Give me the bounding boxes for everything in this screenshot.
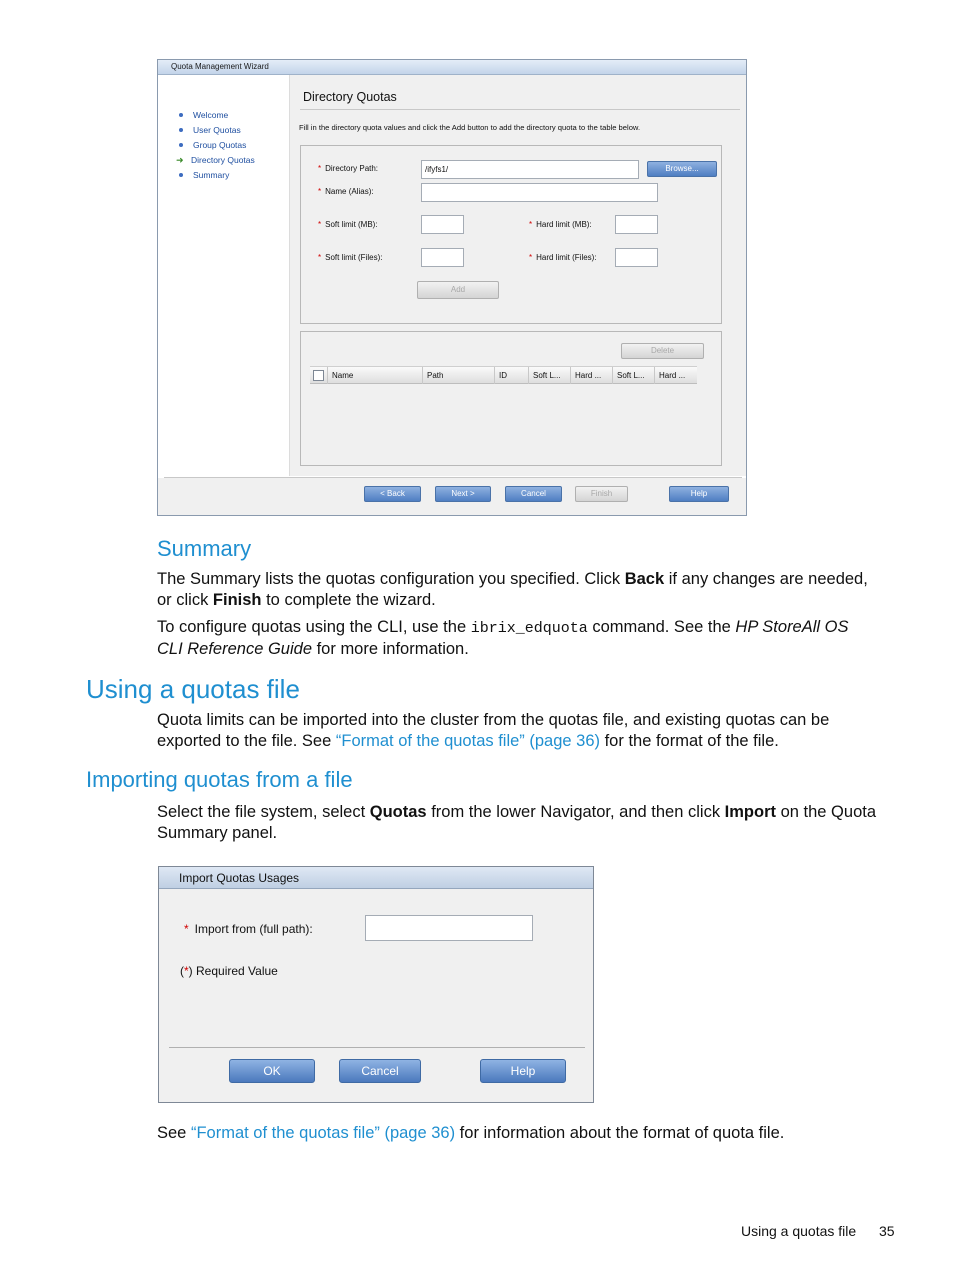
summary-heading: Summary — [157, 536, 252, 561]
importing-quotas-heading: Importing quotas from a file — [86, 767, 353, 792]
page-footer-section: Using a quotas file — [741, 1223, 857, 1239]
ok-button[interactable]: OK — [229, 1059, 315, 1083]
import-quotas-dialog — [158, 866, 594, 1103]
bullet-icon — [179, 143, 183, 147]
soft-limit-mb-label: * Soft limit (MB): — [318, 220, 378, 229]
hard-limit-files-label: * Hard limit (Files): — [529, 253, 597, 262]
importing-quotas-paragraph: Select the file system, select Quotas from the lower Navigator, and then click Import on the Quota Summary panel. — [157, 803, 877, 842]
directory-path-input[interactable]: /ifyfs1/ — [421, 160, 639, 179]
nav-step-group-quotas[interactable] — [179, 140, 246, 150]
final-paragraph: See “Format of the quotas file” (page 36) for information about the format of quota file. — [157, 1124, 785, 1142]
bullet-icon — [179, 113, 183, 117]
using-quotas-paragraph: Quota limits can be imported into the cluster from the quotas file, and existing quotas can be exported to the file. See “Format of the quotas file” (page 36) for the format of the file. — [157, 711, 830, 750]
quota-management-wizard — [157, 59, 747, 516]
column-header-id[interactable]: ID — [494, 367, 528, 384]
name-alias-label: * Name (Alias): — [318, 187, 374, 196]
required-value-note: (*) Required Value — [180, 964, 278, 978]
bullet-icon — [179, 128, 183, 132]
directory-quota-table — [300, 331, 722, 466]
soft-limit-files-input[interactable] — [421, 248, 464, 267]
wizard-step-nav — [158, 75, 289, 476]
table-header-row — [310, 366, 697, 384]
nav-step-label: User Quotas — [193, 125, 241, 135]
format-quotas-file-link[interactable]: “Format of the quotas file” (page 36) — [190, 1124, 456, 1142]
column-header-hard-limit-mb[interactable]: Hard ... — [570, 367, 612, 384]
page-number: 35 — [879, 1223, 895, 1239]
arrow-right-icon: ➜ — [176, 154, 184, 165]
delete-button[interactable]: Delete — [621, 343, 704, 359]
column-header-soft-limit-mb[interactable]: Soft L... — [528, 367, 570, 384]
column-header-path[interactable]: Path — [422, 367, 494, 384]
bullet-icon — [179, 173, 183, 177]
soft-limit-files-label: * Soft limit (Files): — [318, 253, 383, 262]
hard-limit-files-input[interactable] — [615, 248, 658, 267]
column-header-soft-limit-files[interactable]: Soft L... — [612, 367, 654, 384]
dialog-divider — [169, 1047, 585, 1048]
wizard-footer — [158, 478, 746, 515]
finish-button[interactable]: Finish — [575, 486, 628, 502]
format-quotas-file-link[interactable]: “Format of the quotas file” (page 36) — [335, 732, 601, 750]
nav-step-directory-quotas[interactable] — [176, 154, 255, 165]
soft-limit-mb-input[interactable] — [421, 215, 464, 234]
next-button[interactable]: Next > — [435, 486, 491, 502]
import-path-input[interactable] — [365, 915, 533, 941]
column-header-hard-limit-files[interactable]: Hard ... — [654, 367, 697, 384]
using-quotas-file-heading: Using a quotas file — [86, 674, 300, 704]
nav-step-label: Directory Quotas — [191, 155, 255, 165]
section-title: Directory Quotas — [303, 90, 397, 104]
hard-limit-mb-input[interactable] — [615, 215, 658, 234]
back-button[interactable]: < Back — [364, 486, 421, 502]
wizard-content — [289, 75, 746, 476]
cancel-button[interactable]: Cancel — [505, 486, 562, 502]
hard-limit-mb-label: * Hard limit (MB): — [529, 220, 592, 229]
nav-step-welcome[interactable] — [179, 110, 228, 120]
column-header-name[interactable]: Name — [327, 367, 422, 384]
section-divider — [300, 109, 740, 110]
wizard-title-bar: Quota Management Wizard — [158, 60, 746, 75]
nav-step-user-quotas[interactable] — [179, 125, 241, 135]
nav-step-label: Summary — [193, 170, 230, 180]
directory-path-label: * Directory Path: — [318, 164, 379, 173]
nav-step-label: Welcome — [193, 110, 229, 120]
browse-button[interactable]: Browse... — [647, 161, 717, 177]
dialog-title-bar: Import Quotas Usages — [159, 867, 593, 889]
nav-step-summary[interactable] — [179, 170, 229, 180]
summary-paragraph-2: To configure quotas using the CLI, use the ibrix_edquota command. See the HP StoreAll OS CLI Reference Guide for more information. — [157, 618, 849, 658]
summary-paragraph-1: The Summary lists the quotas configuration you specified. Click Back if any changes are needed, or click Finish to complete the wizard. — [157, 570, 868, 609]
nav-step-label: Group Quotas — [193, 140, 247, 150]
help-button[interactable]: Help — [669, 486, 729, 502]
instructions-text: Fill in the directory quota values and click the Add button to add the directory quota to the table below. — [299, 123, 641, 132]
add-button[interactable]: Add — [417, 281, 499, 299]
name-alias-input[interactable] — [421, 183, 658, 202]
select-all-checkbox[interactable] — [313, 370, 324, 381]
help-button[interactable]: Help — [480, 1059, 566, 1083]
cancel-button[interactable]: Cancel — [339, 1059, 421, 1083]
import-path-label: * Import from (full path): — [184, 922, 313, 936]
directory-quota-form — [300, 145, 722, 324]
